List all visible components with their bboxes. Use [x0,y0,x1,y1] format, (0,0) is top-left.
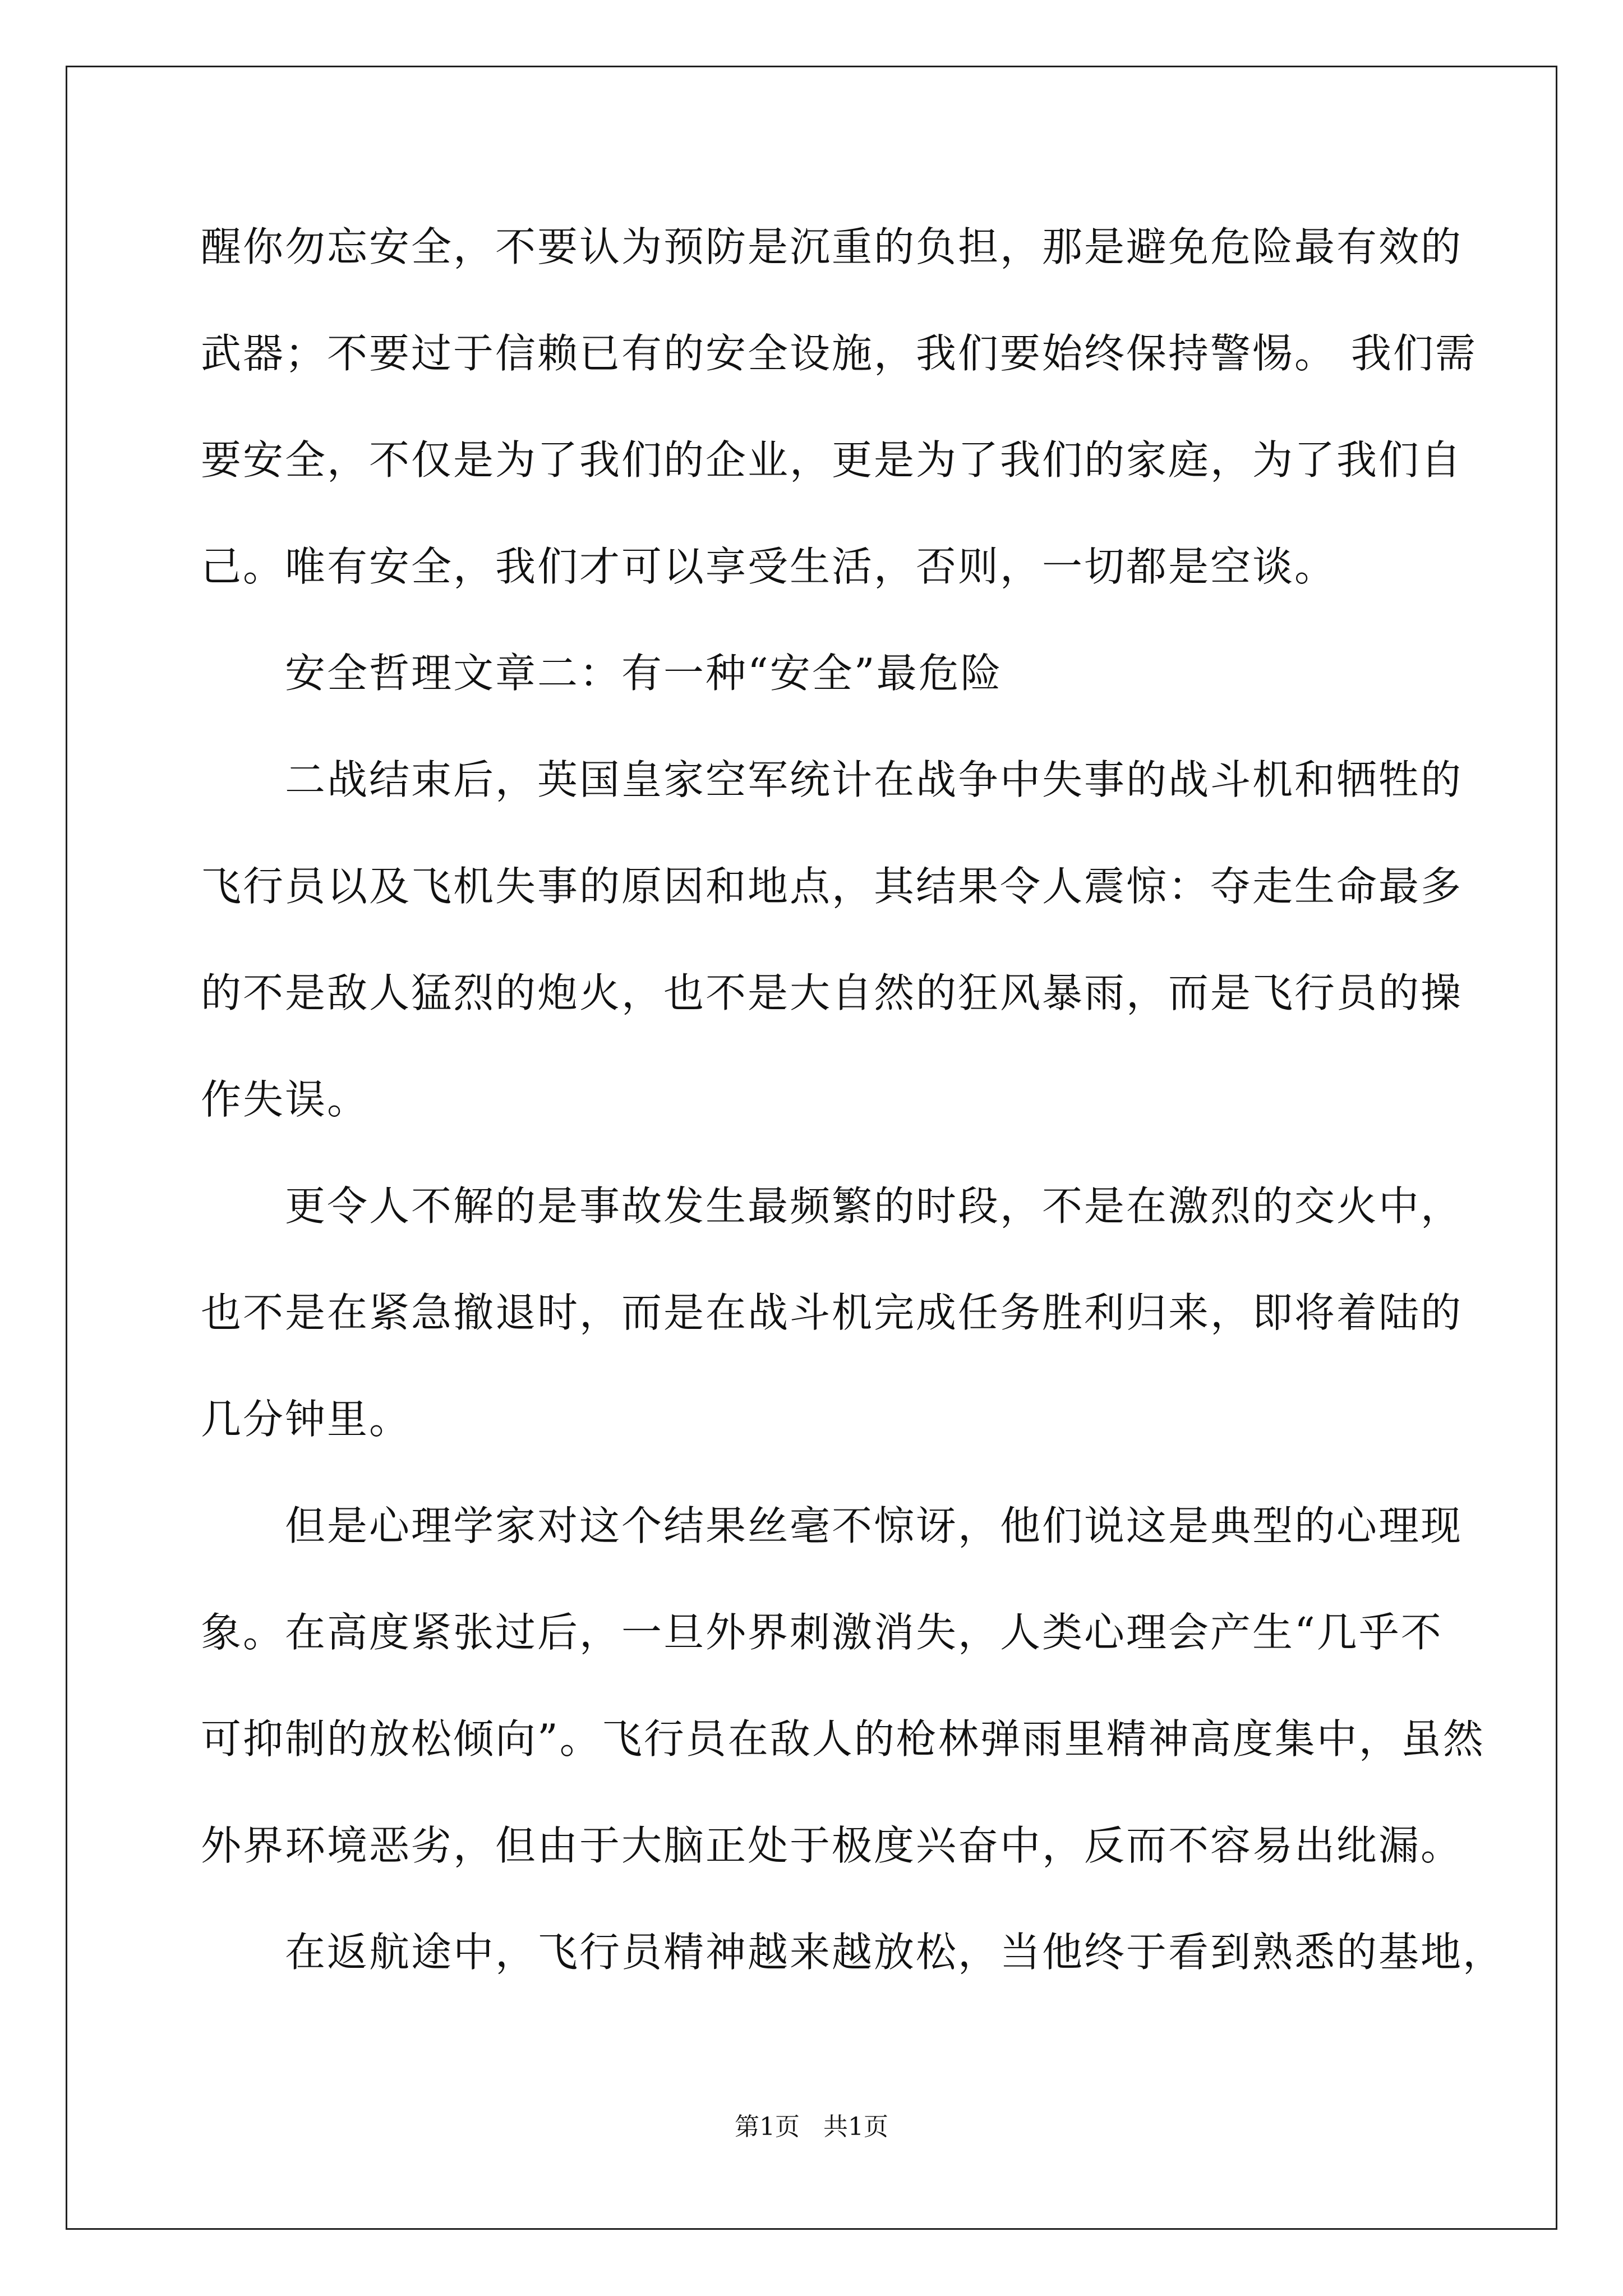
paragraph-4-line-2: 象。在高度紧张过后，一旦外界刺激消失，人类心理会产生“几乎不 [201,1609,1443,1656]
paragraph-1-line-2: 武器；不要过于信赖已有的安全设施，我们要始终保持警惕。 我们需 [201,330,1477,377]
paragraph-1-line-4: 己。唯有安全，我们才可以享受生活，否则，一切都是空谈。 [201,543,1337,590]
paragraph-2-line-1: 二战结束后，英国皇家空军统计在战争中失事的战斗机和牺牲的 [285,756,1463,803]
paragraph-5-line-1: 在返航途中，飞行员精神越来越放松，当他终于看到熟悉的基地， [285,1929,1505,1976]
paragraph-2-line-2: 飞行员以及飞机失事的原因和地点，其结果令人震惊：夺走生命最多 [201,863,1463,910]
paragraph-4-line-4: 外界环境恶劣，但由于大脑正处于极度兴奋中，反而不容易出纰漏。 [201,1822,1463,1869]
paragraph-1-line-3: 要安全，不仅是为了我们的企业，更是为了我们的家庭，为了我们自 [201,436,1463,484]
paragraph-3-line-2: 也不是在紧急撤退时，而是在战斗机完成任务胜利归来，即将着陆的 [201,1289,1463,1336]
page-number-footer: 第1页 共1页 [735,2113,888,2141]
page-border [66,66,1557,2230]
paragraph-4-line-3: 可抑制的放松倾向”。飞行员在敌人的枪林弹雨里精神高度集中，虽然 [201,1715,1485,1763]
paragraph-4-line-1: 但是心理学家对这个结果丝毫不惊讶，他们说这是典型的心理现 [285,1502,1463,1549]
paragraph-1-line-1: 醒你勿忘安全，不要认为预防是沉重的负担，那是避免危险最有效的 [201,223,1463,270]
section-heading: 安全哲理文章二：有一种“安全”最危险 [285,650,1003,697]
paragraph-3-line-1: 更令人不解的是事故发生最频繁的时段，不是在激烈的交火中， [285,1182,1463,1230]
paragraph-2-line-4: 作失误。 [201,1076,370,1123]
paragraph-3-line-3: 几分钟里。 [201,1396,412,1443]
paragraph-2-line-3: 的不是敌人猛烈的炮火，也不是大自然的狂风暴雨，而是飞行员的操 [201,969,1463,1016]
